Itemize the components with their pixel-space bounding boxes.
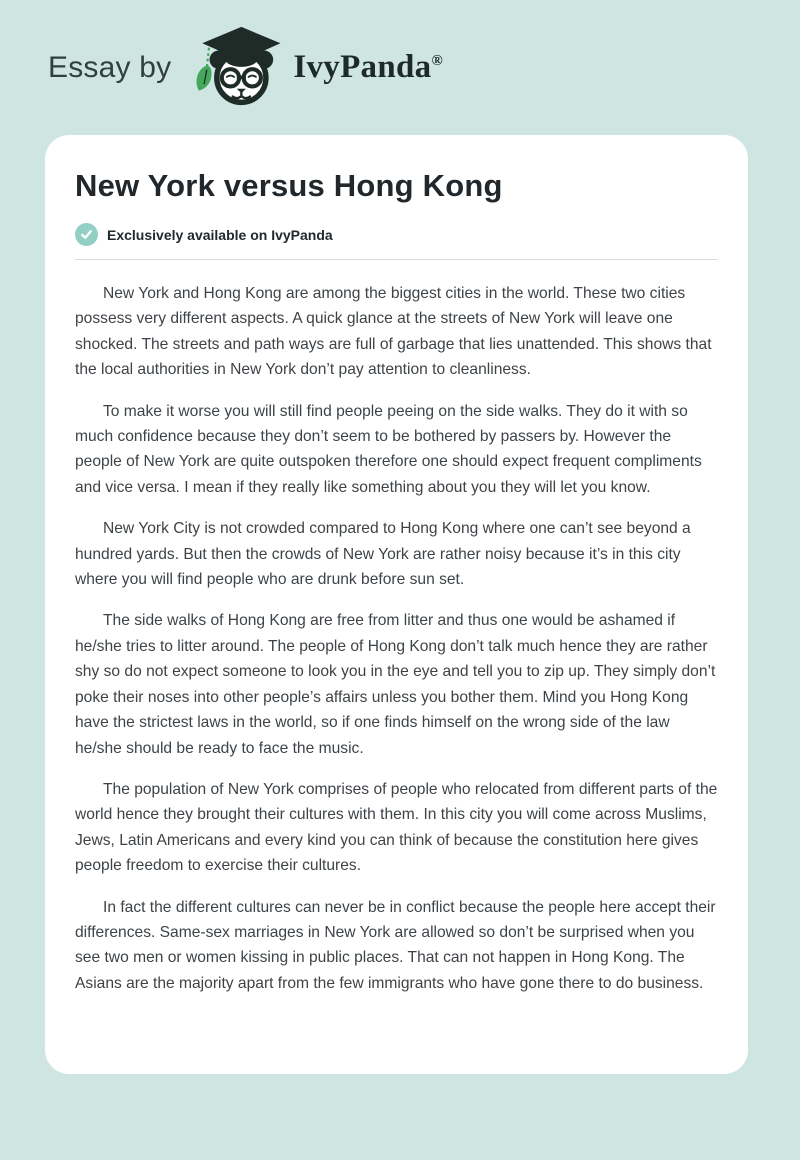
essay-paragraph: The population of New York comprises of people who relocated from different parts of the world hence they brought their cultures with them. In this city you will come across Muslims, Jews, Latin Americans and every kind you can think of because the constitution here gives people freedom to exercise their cultures. [75, 780, 718, 875]
divider [75, 259, 718, 260]
brand-name: IvyPanda® [293, 49, 443, 85]
essay-paragraph: New York City is not crowded compared to Hong Kong where one can’t see beyond a hundred yards. But then the crowds of New York are rather noisy because it’s in this city where you will find people who are drunk before sun set. [75, 520, 691, 589]
page-title: New York versus Hong Kong [75, 168, 503, 203]
essay-body [75, 281, 718, 996]
essay-paragraph: In fact the different cultures can never be in conflict because the people here accept their differences. Same-sex marriages in New York are allowed so don’t be surprised when you see two men or women kissing in public places. That can not happen in Hong Kong. The Asians are the majority apart from the few immigrants who have gone there to do business. [75, 898, 716, 992]
essay-by-label: Essay by [48, 50, 172, 84]
essay-card [45, 135, 748, 1074]
essay-paragraph: To make it worse you will still find people peeing on the side walks. They do it with so much confidence because they don’t seem to be bothered by passers by. However the people of New York are quite outspoken therefore one should expect frequent compliments and vice versa. I mean if they really like something about you they will let you know. [75, 402, 702, 496]
badge-label: Exclusively available on IvyPanda [107, 226, 333, 243]
panda-graduate-icon [185, 24, 285, 113]
site-header [0, 0, 800, 135]
essay-paragraph: The side walks of Hong Kong are free from litter and thus one would be ashamed if he/she tries to litter around. The people of Hong Kong don’t talk much hence they are rather shy so do not expect someone to look you in the eye and tell you to zip up. They simply don’t poke their noses into other people’s affairs unless you bother them. Mind you Hong Kong have the strictest laws in the world, so if one finds himself on the wrong side of the law he/she should be ready to face the music. [75, 612, 716, 757]
essay-paragraph: New York and Hong Kong are among the biggest cities in the world. These two cities possess very different aspects. A quick glance at the streets of New York will leave one shocked. The streets and path ways are full of garbage that lies unattended. This shows that the local authorities in New York don’t pay attention to cleanliness. [75, 285, 712, 379]
trademark-symbol: ® [431, 53, 443, 69]
check-icon [75, 223, 98, 246]
exclusive-badge [75, 223, 718, 246]
ivypanda-logo [185, 24, 285, 113]
